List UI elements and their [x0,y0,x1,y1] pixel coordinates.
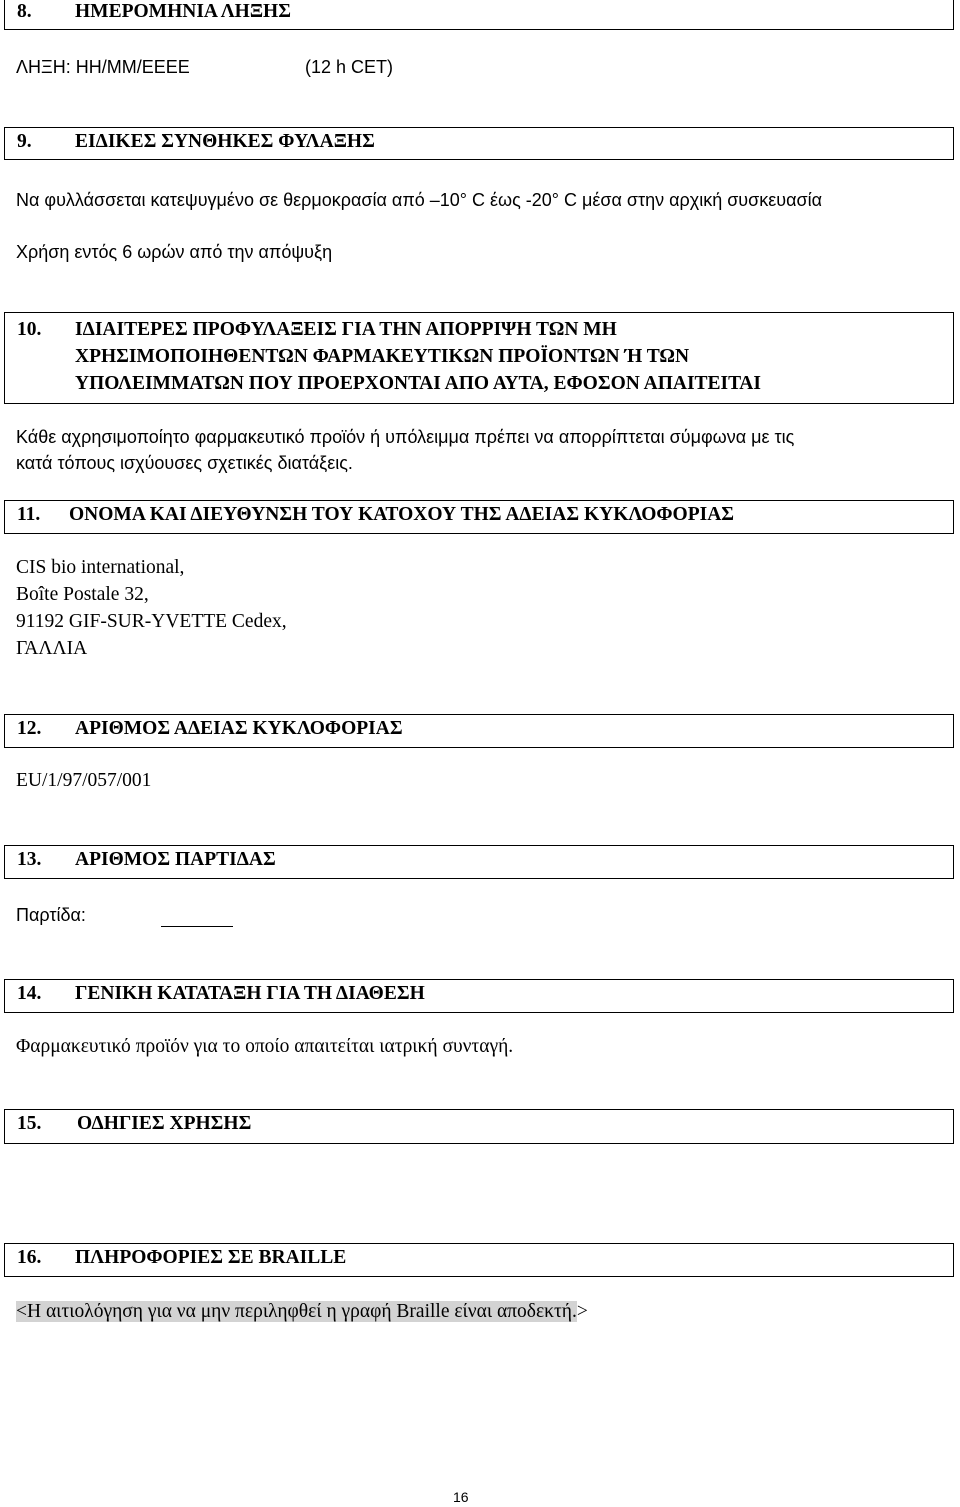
section-12-title: ΑΡΙΘΜΟΣ ΑΔΕΙΑΣ ΚΥΚΛΟΦΟΡΙΑΣ [75,718,403,739]
braille-justification-text [16,1301,588,1323]
section-10-header [4,312,954,404]
section-13-title: ΑΡΙΘΜΟΣ ΠΑΡΤΙΔΑΣ [75,849,276,870]
section-12-number: 12. [17,718,42,739]
section-11-number: 11. [17,504,41,525]
braille-justification-tail: > [576,1301,588,1322]
section-16-title: ΠΛΗΡΟΦΟΡΙΕΣ ΣΕ BRAILLE [75,1247,347,1268]
section-14-title: ΓΕΝΙΚΗ ΚΑΤΑΤΑΞΗ ΓΙΑ ΤΗ ΔΙΑΘΕΣΗ [75,983,425,1004]
section-8-title: ΗΜΕΡΟΜΗΝΙΑ ΛΗΞΗΣ [75,1,291,22]
section-8-header [4,0,954,30]
section-10-number: 10. [17,319,42,340]
page-number: 16 [453,1489,469,1505]
section-9-number: 9. [17,131,32,152]
braille-justification-highlighted: <Η αιτιολόγηση για να μην περιληφθεί η γραφή Braille είναι αποδεκτή. [16,1301,577,1322]
section-15-header [4,1109,954,1144]
section-9-header [4,127,954,160]
section-10-title-line-3: ΥΠΟΛΕΙΜΜΑΤΩΝ ΠΟΥ ΠΡΟΕΡΧΟΝΤΑΙ ΑΠΟ ΑΥΤΑ, ΕΦΟΣΟΝ ΑΠΑΙΤΕΙΤΑΙ [75,373,761,394]
section-8-number: 8. [17,1,32,22]
disposal-text-line-2: κατά τόπους ισχύουσες σχετικές διατάξεις. [16,453,353,473]
section-10-title-line-1: ΙΔΙΑΙΤΕΡΕΣ ΠΡΟΦΥΛΑΞΕΙΣ ΓΙΑ ΤΗΝ ΑΠΟΡΡΙΨΗ ΤΩΝ ΜΗ [75,319,617,340]
classification-text: Φαρμακευτικό προϊόν για το οποίο απαιτείται ιατρική συνταγή. [16,1036,514,1057]
section-16-header [4,1243,954,1277]
section-15-title: ΟΔΗΓΙΕΣ ΧΡΗΣΗΣ [77,1113,252,1134]
section-11-title: ΟΝΟΜΑ ΚΑΙ ΔΙΕΥΘΥΝΣΗ ΤΟΥ ΚΑΤΟΧΟΥ ΤΗΣ ΑΔΕΙΑΣ ΚΥΚΛΟΦΟΡΙΑΣ [69,504,735,525]
holder-address-line-2: Boîte Postale 32, [16,584,149,605]
holder-address-line-3: 91192 GIF-SUR-YVETTE Cedex, [16,611,287,632]
section-14-header [4,979,954,1013]
expiry-time: (12 h CET) [305,57,394,77]
section-9-title: ΕΙΔΙΚΕΣ ΣΥΝΘΗΚΕΣ ΦΥΛΑΞΗΣ [75,131,375,152]
batch-label: Παρτίδα: [16,905,86,925]
section-11-header [4,500,954,534]
section-10-title-line-2: ΧΡΗΣΙΜΟΠΟΙΗΘΕΝΤΩΝ ΦΑΡΜΑΚΕΥΤΙΚΩΝ ΠΡΟΪΟΝΤΩΝ Ή ΤΩΝ [75,346,690,367]
marketing-authorisation-number: EU/1/97/057/001 [16,770,152,791]
disposal-text-line-1: Κάθε αχρησιμοποίητο φαρμακευτικό προϊόν ή υπόλειμμα πρέπει να απορρίπτεται σύμφωνα με τις [16,427,795,447]
expiry-label: ΛΗΞΗ: ΗΗ/ΜΜ/ΕΕΕΕ [16,57,190,77]
section-14-number: 14. [17,983,42,1004]
holder-address-line-1: CIS bio international, [16,557,185,578]
section-13-number: 13. [17,849,42,870]
holder-address-line-4: ΓΑΛΛΙΑ [16,638,88,659]
section-15-number: 15. [17,1113,42,1134]
section-12-header [4,714,954,748]
storage-thaw-text: Χρήση εντός 6 ωρών από την απόψυξη [16,242,333,262]
section-16-number: 16. [17,1247,42,1268]
section-13-header [4,845,954,879]
batch-blank-line [161,926,233,927]
storage-temperature-text: Να φυλλάσσεται κατεψυγμένο σε θερμοκρασία από –10° C έως -20° C μέσα στην αρχική συσκευασία [16,190,823,210]
